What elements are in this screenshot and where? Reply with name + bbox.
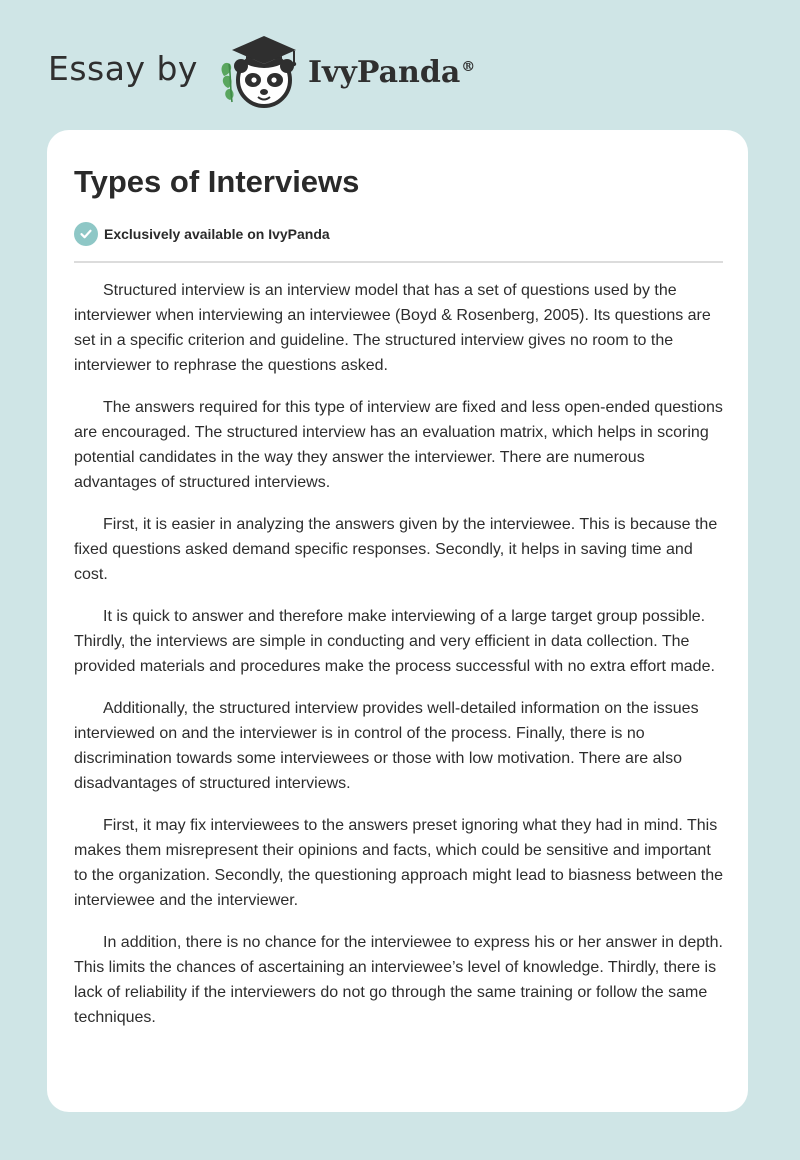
exclusive-badge <box>74 222 330 246</box>
essay-body <box>74 278 724 1047</box>
trademark-symbol: ® <box>461 58 476 75</box>
essay-paragraph: Additionally, the structured interview provides well-detailed information on the issues interviewed on and the interviewer is in control of the process. Finally, there is no discrimination towards some interviewees or those with low motivation. There are also disadvantages of structured interviews. <box>74 700 699 792</box>
essay-paragraph: Structured interview is an interview model that has a set of questions used by the interviewer when interviewing an interviewee (Boyd & Rosenberg, 2005). Its questions are set in a specific criterion and guideline. The structured interview gives no room to the interviewer to rephrase the questions asked. <box>74 282 711 374</box>
essay-paragraph: It is quick to answer and therefore make interviewing of a large target group possible. Thirdly, the interviews are simple in conducting and very efficient in data collection. The provided materials and procedures make the process successful with no extra effort made. <box>74 608 715 675</box>
brand-name[interactable] <box>308 55 475 90</box>
essay-paragraph: In addition, there is no chance for the interviewee to express his or her answer in depth. This limits the chances of ascertaining an interviewee’s level of knowledge. Thirdly, there is lack of reliability if the interviewers do not go through the same training or follow the same techniques. <box>74 934 723 1026</box>
divider <box>74 261 723 263</box>
essay-paragraph: First, it is easier in analyzing the answers given by the interviewee. This is because the fixed questions asked demand specific responses. Secondly, it helps in saving time and cost. <box>74 516 718 583</box>
page-title: Types of Interviews <box>74 164 360 199</box>
check-icon <box>74 222 98 246</box>
panda-graduate-logo-icon[interactable] <box>214 30 306 110</box>
essay-card <box>47 130 748 1112</box>
site-header <box>48 30 475 110</box>
essay-paragraph: The answers required for this type of interview are fixed and less open-ended questions are encouraged. The structured interview has an evaluation matrix, which helps in scoring potential candidates in the way they answer the interviewer. There are numerous advantages of structured interviews. <box>74 399 723 491</box>
exclusive-badge-label: Exclusively available on IvyPanda <box>104 226 330 242</box>
essay-paragraph: First, it may fix interviewees to the answers preset ignoring what they had in mind. This makes them misrepresent their opinions and facts, which could be sensitive and important to the organization. Secondly, the questioning approach might lead to biasness between the interviewee and the interviewer. <box>74 817 724 909</box>
essay-by-label: Essay by <box>48 48 198 88</box>
brand-name-text: IvyPanda <box>307 54 461 90</box>
